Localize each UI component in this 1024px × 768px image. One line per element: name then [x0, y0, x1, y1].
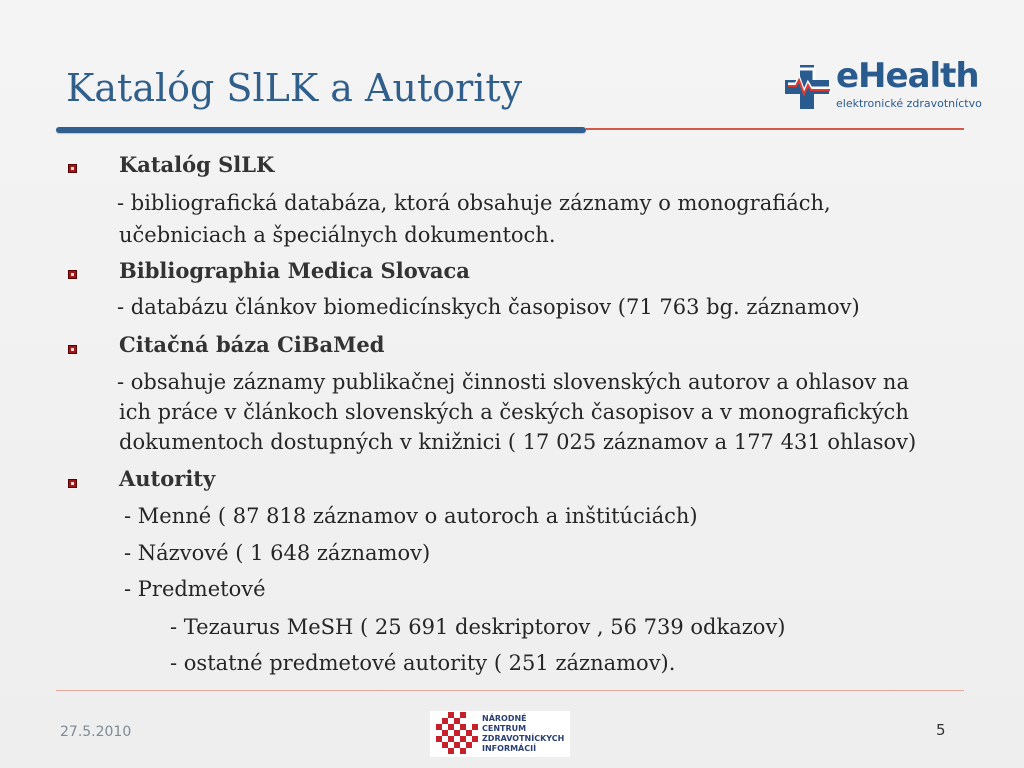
- section-heading: Katalóg SlLK: [119, 152, 275, 177]
- page-number: 5: [936, 721, 946, 739]
- section-text-line: dokumentoch dostupných v knižnici ( 17 025 záznamov a 177 431 ohlasov): [119, 430, 917, 454]
- section-text-line: - Menné ( 87 818 záznamov o autoroch a inštitúciách): [124, 504, 698, 528]
- slide-date: 27.5.2010: [60, 724, 132, 740]
- nczi-line: INFORMÁCIÍ: [482, 744, 537, 753]
- section-text-line: - databázu článkov biomedicínskych časopisov (71 763 bg. záznamov): [117, 295, 860, 319]
- nczi-line: NÁRODNÉ: [482, 714, 527, 723]
- square-bullet-icon: [68, 345, 77, 354]
- nczi-line: ZDRAVOTNÍCKYCH: [482, 734, 565, 743]
- ehealth-logo: [784, 56, 982, 110]
- section-text-line: - bibliografická databáza, ktorá obsahuje záznamy o monografiách,: [117, 191, 831, 215]
- section-text-line: - ostatné predmetové autority ( 251 záznamov).: [170, 651, 676, 675]
- nczi-line: CENTRUM: [482, 724, 527, 733]
- nczi-logo: [430, 711, 570, 757]
- nczi-name: [482, 714, 564, 754]
- square-bullet-icon: [68, 270, 77, 279]
- checkered-cross-icon: [432, 712, 480, 756]
- section-text-line: učebniciach a špeciálnych dokumentoch.: [119, 223, 556, 247]
- section-text-line: - Predmetové: [124, 577, 266, 601]
- logo-wordmark: eHealth: [836, 56, 979, 96]
- logo-subtitle: elektronické zdravotníctvo: [836, 97, 982, 110]
- section-heading: Bibliographia Medica Slovaca: [119, 258, 470, 283]
- section-text-line: ich práce v článkoch slovenských a českých časopisov a v monografických: [119, 400, 909, 424]
- footer-divider: [56, 690, 964, 691]
- title-underline-blue: [56, 127, 586, 133]
- square-bullet-icon: [68, 164, 77, 173]
- section-heading: Autority: [119, 466, 216, 491]
- medical-cross-heartbeat-icon: [784, 64, 830, 110]
- slide-title: Katalóg SlLK a Autority: [66, 66, 523, 110]
- section-text-line: - Tezaurus MeSH ( 25 691 deskriptorov , 56 739 odkazov): [170, 615, 786, 639]
- section-text-line: - Názvové ( 1 648 záznamov): [124, 541, 431, 565]
- section-text-line: - obsahuje záznamy publikačnej činnosti slovenských autorov a ohlasov na: [117, 370, 909, 394]
- square-bullet-icon: [68, 479, 77, 488]
- section-heading: Citačná báza CiBaMed: [119, 332, 385, 357]
- title-underline-red: [586, 128, 964, 130]
